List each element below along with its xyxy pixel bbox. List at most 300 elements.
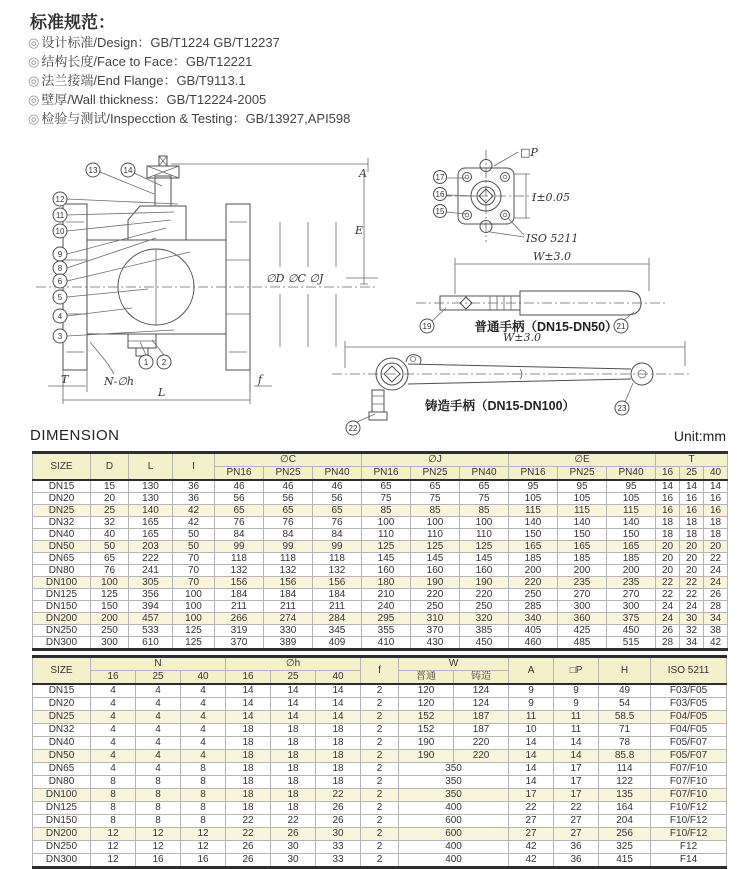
table-cell: 26 [704, 589, 728, 601]
table-cell: 220 [454, 750, 509, 763]
table-cell: 26 [226, 841, 271, 854]
table-cell: 375 [607, 613, 656, 625]
table-cell: 130 [129, 493, 173, 505]
table-cell: 27 [554, 828, 599, 841]
table-cell: 18 [704, 517, 728, 529]
col-40: 40 [181, 671, 226, 685]
table-cell: DN125 [33, 802, 91, 815]
table-cell: 235 [558, 577, 607, 589]
svg-text:1: 1 [143, 358, 149, 367]
table-row [33, 828, 727, 841]
table-cell: 17 [554, 763, 599, 776]
table-cell: 16 [680, 493, 704, 505]
dim-label-T: T [61, 373, 69, 386]
col-40: 40 [316, 671, 361, 685]
table-cell: 16 [656, 505, 680, 517]
table-cell: 14 [271, 711, 316, 724]
table-cell: 27 [554, 815, 599, 828]
col-40: 40 [704, 467, 728, 481]
table-cell: DN25 [33, 711, 91, 724]
table-cell: 4 [136, 684, 181, 698]
table-cell: 22 [316, 789, 361, 802]
table-row [33, 854, 727, 868]
table-cell: F14 [651, 854, 727, 868]
table-cell: 190 [399, 737, 454, 750]
table-cell: 241 [129, 565, 173, 577]
dimension-table-flange [32, 451, 728, 651]
table-cell: 18 [226, 789, 271, 802]
table-cell: 274 [264, 613, 313, 625]
table-cell: 100 [173, 601, 215, 613]
table-cell: DN65 [33, 763, 91, 776]
table-cell: 24 [656, 613, 680, 625]
table-cell: 8 [91, 776, 136, 789]
table-cell: 16 [181, 854, 226, 868]
col-16: 16 [91, 671, 136, 685]
table-cell: DN100 [33, 789, 91, 802]
table-cell: DN32 [33, 517, 91, 529]
table-cell: 32 [680, 625, 704, 637]
table-cell: 85 [362, 505, 411, 517]
col-group-n: N [91, 657, 226, 671]
table-cell: 345 [313, 625, 362, 637]
table-cell: 185 [509, 553, 558, 565]
table-cell: 18 [271, 802, 316, 815]
table-cell: 65 [362, 480, 411, 493]
table-cell: 132 [264, 565, 313, 577]
table-cell: 8 [181, 802, 226, 815]
table-cell: 370 [215, 637, 264, 650]
table-cell: 8 [136, 789, 181, 802]
table-cell: 22 [704, 553, 728, 565]
table-cell: 8 [91, 789, 136, 802]
table-row [33, 750, 727, 763]
table-row [33, 517, 728, 529]
col-pn40: PN40 [460, 467, 509, 481]
table-cell: 14 [509, 776, 554, 789]
table-cell: 20 [704, 541, 728, 553]
table-row [33, 684, 727, 698]
table-cell: 18 [704, 529, 728, 541]
col-pn16: PN16 [215, 467, 264, 481]
table-cell: 180 [362, 577, 411, 589]
table-cell: 120 [399, 698, 454, 711]
table-cell: 12 [91, 854, 136, 868]
balloon-3 [53, 329, 67, 343]
balloon-11 [53, 208, 67, 222]
cast-handle-caption: 铸造手柄（DN15-DN100） [424, 399, 576, 413]
table-cell: 20 [680, 565, 704, 577]
table-cell: 140 [129, 505, 173, 517]
table-cell: 65 [91, 553, 129, 565]
table-cell: 18 [680, 529, 704, 541]
table-cell: 135 [599, 789, 651, 802]
table-cell: 100 [460, 517, 509, 529]
table-cell: DN65 [33, 553, 91, 565]
table-cell: 125 [460, 541, 509, 553]
table-cell: F10/F12 [651, 815, 727, 828]
svg-text:13: 13 [88, 166, 98, 175]
table-cell: 114 [599, 763, 651, 776]
table-cell: 130 [129, 480, 173, 493]
col-25: 25 [680, 467, 704, 481]
table-row [33, 565, 728, 577]
col-i: I [173, 453, 215, 481]
table-cell: 165 [607, 541, 656, 553]
dim-label-E: E [355, 224, 364, 237]
table-cell: 20 [656, 541, 680, 553]
table-cell: 2 [361, 789, 399, 802]
table-cell: 460 [509, 637, 558, 650]
table-cell: 14 [316, 684, 361, 698]
svg-text:9: 9 [57, 250, 63, 259]
table-cell: 12 [181, 828, 226, 841]
table-cell: 115 [607, 505, 656, 517]
balloon-23 [615, 401, 629, 415]
table-cell: 211 [313, 601, 362, 613]
dimension-table-mounting [32, 655, 727, 869]
table-cell: 4 [91, 763, 136, 776]
table-row [33, 553, 728, 565]
table-cell: 4 [136, 750, 181, 763]
table-cell: 235 [607, 577, 656, 589]
col-16: 16 [656, 467, 680, 481]
table-cell: 17 [554, 789, 599, 802]
table-cell: 220 [411, 589, 460, 601]
table-cell: 14 [226, 684, 271, 698]
table-row [33, 637, 728, 650]
table-cell: 16 [136, 854, 181, 868]
svg-text:17: 17 [435, 173, 445, 182]
table-cell: 18 [226, 776, 271, 789]
table-cell: 56 [215, 493, 264, 505]
table-cell: 65 [460, 480, 509, 493]
table-cell: F12 [651, 841, 727, 854]
table-cell: 385 [460, 625, 509, 637]
table-body [33, 480, 728, 650]
table-cell: 105 [558, 493, 607, 505]
table-cell: 350 [399, 776, 509, 789]
table-cell: 125 [91, 589, 129, 601]
table-cell: 4 [136, 724, 181, 737]
col-16: 16 [226, 671, 271, 685]
table-cell: 85.8 [599, 750, 651, 763]
table-cell: 285 [509, 601, 558, 613]
table-cell: 50 [91, 541, 129, 553]
table-cell: 22 [656, 589, 680, 601]
table-cell: 76 [264, 517, 313, 529]
dim-label-w: W±3.0 [532, 250, 572, 263]
svg-text:22: 22 [348, 424, 358, 433]
table-cell: DN150 [33, 601, 91, 613]
table-cell: 14 [271, 698, 316, 711]
table-cell: 11 [509, 711, 554, 724]
table-cell: 20 [680, 541, 704, 553]
table-cell: 600 [399, 815, 509, 828]
table-cell: 22 [554, 802, 599, 815]
table-cell: 18 [271, 776, 316, 789]
table-cell: 430 [411, 637, 460, 650]
table-cell: 240 [362, 601, 411, 613]
balloon-14 [121, 163, 135, 177]
table-cell: 14 [509, 750, 554, 763]
svg-text:14: 14 [123, 166, 133, 175]
table-cell: 18 [316, 724, 361, 737]
table-row [33, 698, 727, 711]
balloon-4 [53, 309, 67, 323]
table-cell: F10/F12 [651, 828, 727, 841]
table-cell: 18 [271, 750, 316, 763]
table-cell: 185 [607, 553, 656, 565]
table-cell: 42 [509, 854, 554, 868]
table-cell: 4 [91, 698, 136, 711]
table-cell: F10/F12 [651, 802, 727, 815]
table-cell: 18 [226, 737, 271, 750]
unit-label: Unit:mm [673, 428, 726, 444]
table-cell: 25 [91, 505, 129, 517]
table-cell: 132 [215, 565, 264, 577]
table-cell: 33 [316, 854, 361, 868]
table-cell: 515 [607, 637, 656, 650]
col-l: L [129, 453, 173, 481]
table-row [33, 541, 728, 553]
ring-bullet-icon: ◎ [28, 92, 40, 107]
col-size: SIZE [33, 657, 91, 685]
table-cell: 8 [136, 802, 181, 815]
table-cell: F03/F05 [651, 698, 727, 711]
ring-bullet-icon: ◎ [28, 54, 40, 69]
table-cell: 99 [215, 541, 264, 553]
table-cell: 610 [129, 637, 173, 650]
table-cell: 15 [91, 480, 129, 493]
table-cell: 450 [607, 625, 656, 637]
table-cell: 457 [129, 613, 173, 625]
table-cell: F07/F10 [651, 763, 727, 776]
table-cell: 187 [454, 724, 509, 737]
table-cell: 10 [509, 724, 554, 737]
table-cell: 105 [509, 493, 558, 505]
table-cell: 389 [264, 637, 313, 650]
table-header [33, 657, 727, 685]
table-cell: 409 [313, 637, 362, 650]
table-cell: 2 [361, 711, 399, 724]
table-cell: 200 [509, 565, 558, 577]
table-cell: 12 [91, 828, 136, 841]
col-group-t: T [656, 453, 728, 467]
table-cell: 84 [313, 529, 362, 541]
balloon-6 [53, 274, 67, 288]
table-cell: 340 [509, 613, 558, 625]
table-cell: DN100 [33, 577, 91, 589]
table-cell: 70 [173, 565, 215, 577]
table-row [33, 802, 727, 815]
table-cell: 118 [313, 553, 362, 565]
col-group-w: W [399, 657, 509, 671]
table-cell: 9 [509, 698, 554, 711]
table-cell: 110 [362, 529, 411, 541]
balloon-5 [53, 290, 67, 304]
table-cell: 36 [173, 480, 215, 493]
table-cell: 100 [173, 589, 215, 601]
table-cell: 485 [558, 637, 607, 650]
table-cell: 28 [704, 601, 728, 613]
dim-label-w: W±3.0 [502, 331, 542, 344]
table-cell: 220 [460, 589, 509, 601]
svg-text:5: 5 [57, 293, 63, 302]
col-w-normal: 普通 [399, 671, 454, 685]
table-cell: 200 [91, 613, 129, 625]
svg-text:2: 2 [161, 358, 167, 367]
table-cell: F07/F10 [651, 776, 727, 789]
table-cell: 2 [361, 763, 399, 776]
table-cell: 125 [173, 625, 215, 637]
table-cell: 85 [460, 505, 509, 517]
table-cell: 26 [656, 625, 680, 637]
table-row [33, 577, 728, 589]
table-cell: 4 [181, 724, 226, 737]
table-cell: 18 [656, 517, 680, 529]
svg-text:16: 16 [435, 190, 445, 199]
table-cell: 18 [226, 802, 271, 815]
ring-bullet-icon: ◎ [28, 111, 40, 126]
table-cell: 50 [173, 541, 215, 553]
table-row [33, 625, 728, 637]
table-cell: 8 [91, 802, 136, 815]
table-cell: 11 [554, 711, 599, 724]
table-cell: 8 [181, 776, 226, 789]
table-cell: 34 [704, 613, 728, 625]
table-cell: DN80 [33, 565, 91, 577]
table-cell: 14 [680, 480, 704, 493]
table-cell: 350 [399, 789, 509, 802]
balloon-16 [434, 188, 447, 201]
table-cell: 270 [607, 589, 656, 601]
table-cell: DN80 [33, 776, 91, 789]
spec-text: 法兰接端/End Flange：GB/T9113.1 [41, 73, 246, 88]
table-cell: 8 [181, 763, 226, 776]
col-pn40: PN40 [607, 467, 656, 481]
table-cell: 284 [313, 613, 362, 625]
table-cell: 11 [554, 724, 599, 737]
table-cell: 14 [271, 684, 316, 698]
table-cell: 270 [558, 589, 607, 601]
spec-text: 壁厚/Wall thickness：GB/T12224-2005 [41, 92, 267, 107]
table-cell: 24 [704, 577, 728, 589]
svg-text:3: 3 [57, 332, 63, 341]
table-cell: 18 [271, 763, 316, 776]
table-cell: 4 [136, 711, 181, 724]
col-pn25: PN25 [411, 467, 460, 481]
col-p: □P [554, 657, 599, 685]
col-a: A [509, 657, 554, 685]
table-cell: 2 [361, 737, 399, 750]
table-cell: 8 [91, 815, 136, 828]
label-iso5211: ISO 5211 [526, 232, 579, 245]
col-group-c: ∅C [215, 453, 362, 467]
table-cell: 18 [316, 737, 361, 750]
table-cell: 100 [91, 577, 129, 589]
table-cell: DN200 [33, 828, 91, 841]
table-cell: 2 [361, 841, 399, 854]
dim-label-f: f [258, 373, 263, 386]
table-cell: 4 [136, 698, 181, 711]
table-cell: DN300 [33, 637, 91, 650]
table-cell: 8 [136, 776, 181, 789]
table-cell: 410 [362, 637, 411, 650]
table-cell: 78 [599, 737, 651, 750]
table-cell: 405 [509, 625, 558, 637]
table-cell: 56 [313, 493, 362, 505]
table-cell: 2 [361, 828, 399, 841]
table-cell: 30 [271, 854, 316, 868]
table-cell: DN40 [33, 737, 91, 750]
table-cell: 18 [226, 724, 271, 737]
table-cell: 533 [129, 625, 173, 637]
table-cell: 22 [226, 815, 271, 828]
table-cell: 150 [509, 529, 558, 541]
table-cell: 4 [91, 711, 136, 724]
table-cell: 42 [173, 505, 215, 517]
table-cell: 18 [271, 724, 316, 737]
table-cell: 118 [264, 553, 313, 565]
table-cell: 152 [399, 724, 454, 737]
table-cell: 160 [362, 565, 411, 577]
table-cell: 70 [173, 553, 215, 565]
table-cell: 14 [554, 737, 599, 750]
col-h: H [599, 657, 651, 685]
table-cell: 76 [313, 517, 362, 529]
table-cell: 14 [656, 480, 680, 493]
table-cell: 160 [411, 565, 460, 577]
table-cell: DN200 [33, 613, 91, 625]
table-cell: 152 [399, 711, 454, 724]
table-cell: 160 [460, 565, 509, 577]
table-cell: 20 [680, 553, 704, 565]
table-cell: 16 [704, 505, 728, 517]
col-iso5211: ISO 5211 [651, 657, 727, 685]
table-cell: 42 [509, 841, 554, 854]
table-cell: 140 [509, 517, 558, 529]
table-cell: 26 [316, 802, 361, 815]
table-cell: DN150 [33, 815, 91, 828]
table-cell: 18 [680, 517, 704, 529]
table-row [33, 724, 727, 737]
balloon-17 [434, 171, 447, 184]
spec-text: 结构长度/Face to Face：GB/T12221 [41, 54, 253, 69]
table-cell: 36 [173, 493, 215, 505]
table-cell: F04/F05 [651, 724, 727, 737]
table-cell: 18 [226, 750, 271, 763]
spec-item [28, 33, 350, 52]
table-cell: DN20 [33, 698, 91, 711]
table-cell: 75 [460, 493, 509, 505]
table-row [33, 776, 727, 789]
table-cell: DN300 [33, 854, 91, 868]
spec-list [28, 33, 350, 128]
table-cell: 4 [181, 684, 226, 698]
table-cell: 32 [91, 517, 129, 529]
table-cell: 125 [411, 541, 460, 553]
table-cell: 24 [704, 565, 728, 577]
table-cell: 26 [271, 828, 316, 841]
col-d: D [91, 453, 129, 481]
table-cell: 20 [91, 493, 129, 505]
spec-item [28, 109, 350, 128]
table-cell: F04/F05 [651, 711, 727, 724]
table-cell: 250 [91, 625, 129, 637]
table-cell: 250 [411, 601, 460, 613]
table-cell: 22 [509, 802, 554, 815]
